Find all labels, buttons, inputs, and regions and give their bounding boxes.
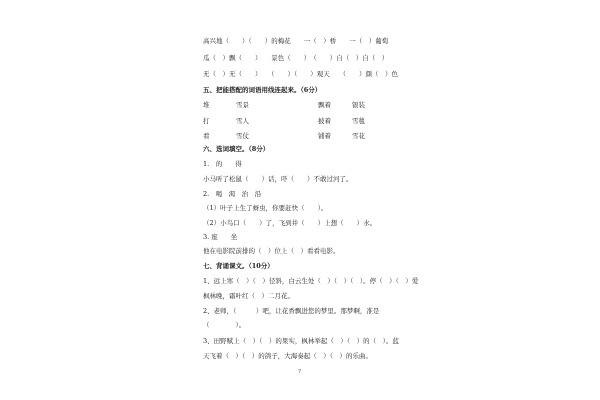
match-object: 银装 (352, 101, 365, 109)
fill-line-2: 瓜（ ）飘（ ） 景色（ ） （ ）自（ ）自（ ） (203, 54, 389, 62)
match-object: 雪毯 (352, 117, 365, 125)
match-object: 雪花 (352, 132, 365, 140)
match-verb: 堆 (203, 101, 210, 109)
match-noun: 雪仗 (236, 132, 249, 140)
recite-line-1: 1、远上寒（ ）（ ）径斜，白云生处（ ）（ ）（ ）。停（ ）（ ）爱 (203, 277, 419, 285)
fill-line-1: 高兴地（ ）（ ）的梅花 一（ ）桥 一（ ）葡萄 (203, 37, 389, 45)
match-row (203, 101, 403, 109)
match-verb-phrase: 披着 (318, 117, 331, 125)
page-number: 7 (298, 369, 302, 375)
match-row (203, 117, 403, 125)
sentence-2a: （1）叶子上生了蚜虫，你要赶快（ ）。 (203, 204, 328, 212)
section-6-heading: 六、选词填空。（8分） (203, 145, 270, 153)
match-noun: 雪景 (236, 101, 249, 109)
word-choice-3: 3. 座 坐 (203, 233, 238, 241)
recite-line-4: （ ）。 (203, 321, 246, 329)
match-verb: 看 (203, 132, 210, 140)
recite-line-2: 枫林晚，霜叶红（ ）二月花。 (203, 292, 294, 300)
recite-line-3: 2、老师，（ ）吧，让花香飘进您的梦里。那梦啊，准是 (203, 307, 380, 315)
fill-line-3: 无（ ）无（ ） （ ）（ ）观天 （ ）颜（ ）色 (203, 70, 398, 78)
section-7-heading: 七、背诵课文。（10分） (203, 262, 274, 270)
match-verb-phrase: 飘着 (318, 101, 331, 109)
recite-line-5: 3、田野赋上（ ）（ ）的果实，枫林举起（ ）（ ）的（ ）。蓝 (203, 337, 399, 345)
sentence-1: 小马听了松鼠（ ）话，吓（ ）不敢过河了。 (203, 175, 353, 183)
section-5-heading: 五、把能搭配的词语用线连起来。（6分） (203, 86, 322, 94)
match-noun: 雪人 (236, 117, 249, 125)
word-choice-1: 1. 的 得 (203, 160, 242, 168)
match-verb: 打 (203, 117, 210, 125)
word-choice-2: 2. 喝 渴 治 沿 (203, 190, 262, 198)
match-row (203, 132, 403, 140)
sentence-2b: （2）小鸟口（ ）了，飞到井（ ）上想（ ）水。 (203, 219, 377, 227)
recite-line-6: 天飞着（ ）（ ）的鸽子，大海奏起（ ）（ ）的乐曲。 (203, 352, 372, 360)
match-verb-phrase: 铺着 (318, 132, 331, 140)
sentence-3: 他在电影院前排的（ ）位上（ ）看看电影。 (203, 247, 340, 255)
